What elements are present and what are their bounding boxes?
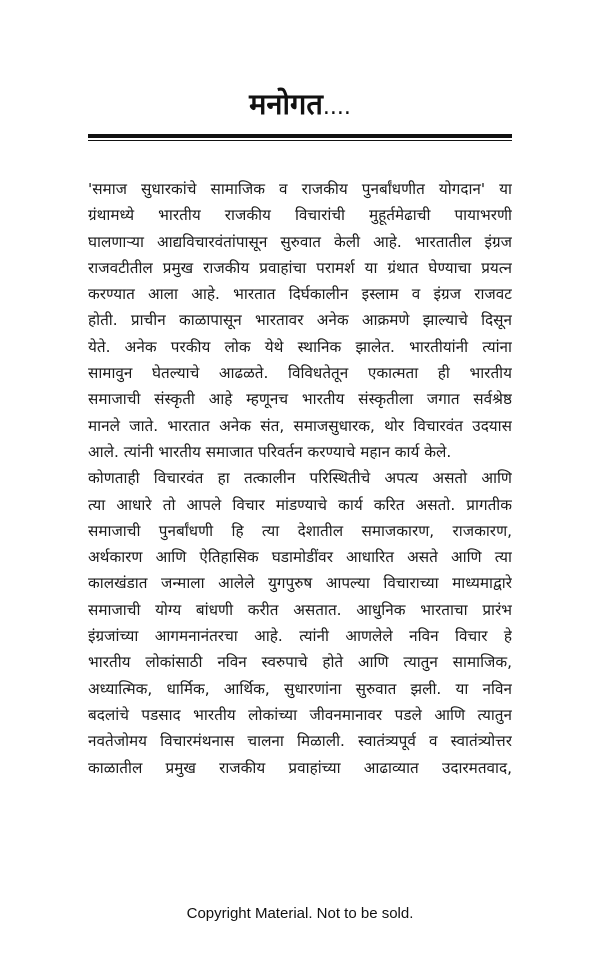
text-line: कालखंडात जन्माला आलेले युगपुरुष आपल्या विचाराच्या माध्यमाद्वारे bbox=[88, 574, 512, 593]
page-title bbox=[88, 86, 512, 126]
text-line: आले. त्यांनी भारतीय समाजात परिवर्तन करण्याचे महान कार्य केले. bbox=[88, 442, 452, 461]
text-line: नवतेजोमय विचारमंथनास चालना मिळाली. स्वातंत्र्यपूर्व व स्वातंत्र्योत्तर bbox=[88, 732, 512, 751]
body-paragraph bbox=[88, 176, 512, 781]
text-line: बदलांचे पडसाद भारतीय लोकांच्या जीवनमानावर पडले आणि त्यातुन bbox=[88, 705, 512, 724]
text-line: घालणाऱ्या आद्यविचारवंतांपासून सुरुवात केली आहे. भारतातील इंग्रज bbox=[88, 232, 512, 251]
text-line: सामावुन घेतल्याचे आढळते. विविधतेतून एकात्मता ही भारतीय bbox=[88, 364, 512, 383]
text-line: येते. अनेक परकीय लोक येथे स्थानिक झालेत. भारतीयांनी त्यांना bbox=[88, 337, 512, 356]
text-line: इंग्रजांच्या आगमनानंतरचा आहे. त्यांनी आणलेले नविन विचार हे bbox=[88, 627, 512, 646]
text-line: समाजाची पुनर्बांधणी हि त्या देशातील समाजकारण, राजकारण, bbox=[88, 521, 512, 540]
text-line: त्या आधारे तो आपले विचार मांडण्याचे कार्य करित असतो. प्रागतीक bbox=[88, 495, 512, 514]
text-line: 'समाज सुधारकांचे सामाजिक व राजकीय पुनर्बांधणीत योगदान' या bbox=[88, 180, 512, 198]
copyright-notice: Copyright Material. Not to be sold. bbox=[186, 905, 414, 922]
text-line: समाजाची योग्य बांधणी करीत असतात. आधुनिक भारताचा प्रारंभ bbox=[88, 600, 512, 619]
text-line: भारतीय लोकांसाठी नविन स्वरुपाचे होते आणि त्यातुन सामाजिक, bbox=[88, 653, 512, 672]
text-line: होती. प्राचीन काळापासून भारतावर अनेक आक्रमणे झाल्याचे दिसून bbox=[88, 311, 512, 330]
text-line: काळातील प्रमुख राजकीय प्रवाहांच्या आढाव्यात उदारमतवाद, bbox=[88, 758, 512, 777]
text-line: राजवटीतील प्रमुख राजकीय प्रवाहांचा परामर्श या ग्रंथात घेण्याचा प्रयत्न bbox=[88, 258, 512, 277]
text-line: अर्थकारण आणि ऐतिहासिक घडामोडींवर आधारित असते आणि त्या bbox=[88, 548, 512, 567]
text-line: करण्यात आला आहे. भारतात दिर्घकालीन इस्लाम व इंग्रज राजवट bbox=[88, 285, 512, 304]
title-rule-thin bbox=[88, 140, 512, 141]
text-line: समाजाची संस्कृती आहे म्हणूनच भारतीय संस्कृतीला जगात सर्वश्रेष्ठ bbox=[88, 390, 512, 409]
title-rule-thick bbox=[88, 134, 512, 138]
text-line: अध्यात्मिक, धार्मिक, आर्थिक, सुधारणांना सुरुवात झली. या नविन bbox=[88, 679, 512, 698]
text-line: मानले जाते. भारतात अनेक संत, समाजसुधारक, थोर विचारवंत उदयास bbox=[88, 416, 512, 435]
title-text: मनोगत bbox=[249, 87, 323, 121]
text-line: ग्रंथामध्ये भारतीय राजकीय विचारांची मुहूर्तमेढाची पायाभरणी bbox=[88, 206, 512, 225]
title-ellipsis: .... bbox=[322, 95, 351, 120]
text-line: कोणताही विचारवंत हा तत्कालीन परिस्थितीचे अपत्य असतो आणि bbox=[88, 469, 512, 488]
